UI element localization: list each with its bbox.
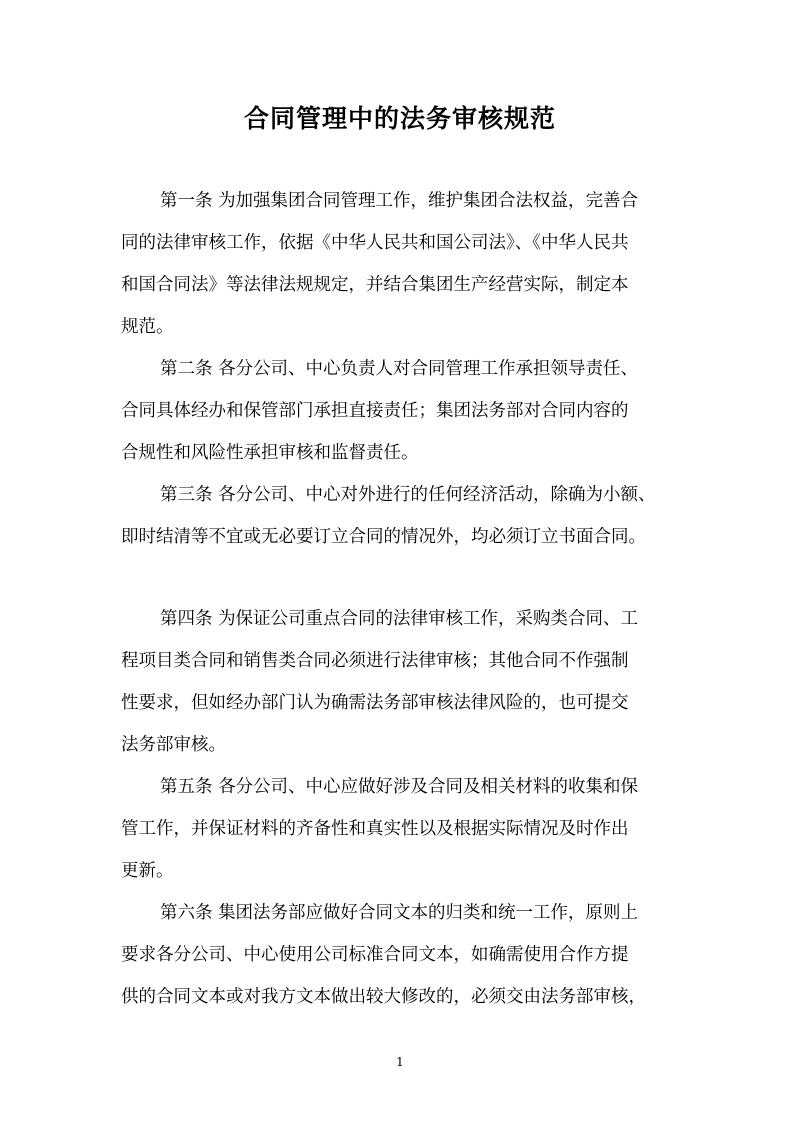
article-4-line-3: 性要求，但如经办部门认为确需法务部审核法律风险的，也可提交 xyxy=(121,693,629,713)
article-6-line-1: 第六条 集团法务部应做好合同文本的归类和统一工作，原则上 xyxy=(160,903,639,923)
article-3-line-2: 即时结清等不宜或无必要订立合同的情况外，均必须订立书面合同。 xyxy=(121,527,646,547)
article-1-line-1: 第一条 为加强集团合同管理工作，维护集团合法权益，完善合 xyxy=(160,191,639,211)
article-4-line-1: 第四条 为保证公司重点合同的法律审核工作，采购类合同、工 xyxy=(160,609,639,629)
article-5-line-1: 第五条 各分公司、中心应做好涉及合同及相关材料的收集和保 xyxy=(160,777,639,797)
article-1-line-3: 和国合同法》等法律法规规定，并结合集团生产经营实际，制定本 xyxy=(121,275,629,295)
article-2-line-1: 第二条 各分公司、中心负责人对合同管理工作承担领导责任、 xyxy=(160,359,639,379)
article-5-line-3: 更新。 xyxy=(121,861,174,881)
article-5-line-2: 管工作，并保证材料的齐备性和真实性以及根据实际情况及时作出 xyxy=(121,819,629,839)
article-1-line-2: 同的法律审核工作，依据《中华人民共和国公司法》、《中华人民共 xyxy=(121,233,629,253)
article-2-line-2: 合同具体经办和保管部门承担直接责任；集团法务部对合同内容的 xyxy=(121,401,629,421)
document-title: 合同管理中的法务审核规范 xyxy=(243,104,556,133)
page-number: 1 xyxy=(396,1055,404,1069)
article-4-line-2: 程项目类合同和销售类合同必须进行法律审核；其他合同不作强制 xyxy=(121,651,629,671)
article-3-line-1: 第三条 各分公司、中心对外进行的任何经济活动，除确为小额、 xyxy=(160,485,656,505)
article-4-line-4: 法务部审核。 xyxy=(121,735,226,755)
article-6-line-3: 供的合同文本或对我方文本做出较大修改的，必须交由法务部审核， xyxy=(121,987,646,1007)
article-2-line-3: 合规性和风险性承担审核和监督责任。 xyxy=(121,443,419,463)
article-6-line-2: 要求各分公司、中心使用公司标准合同文本，如确需使用合作方提 xyxy=(121,945,629,965)
article-1-line-4: 规范。 xyxy=(121,317,174,337)
